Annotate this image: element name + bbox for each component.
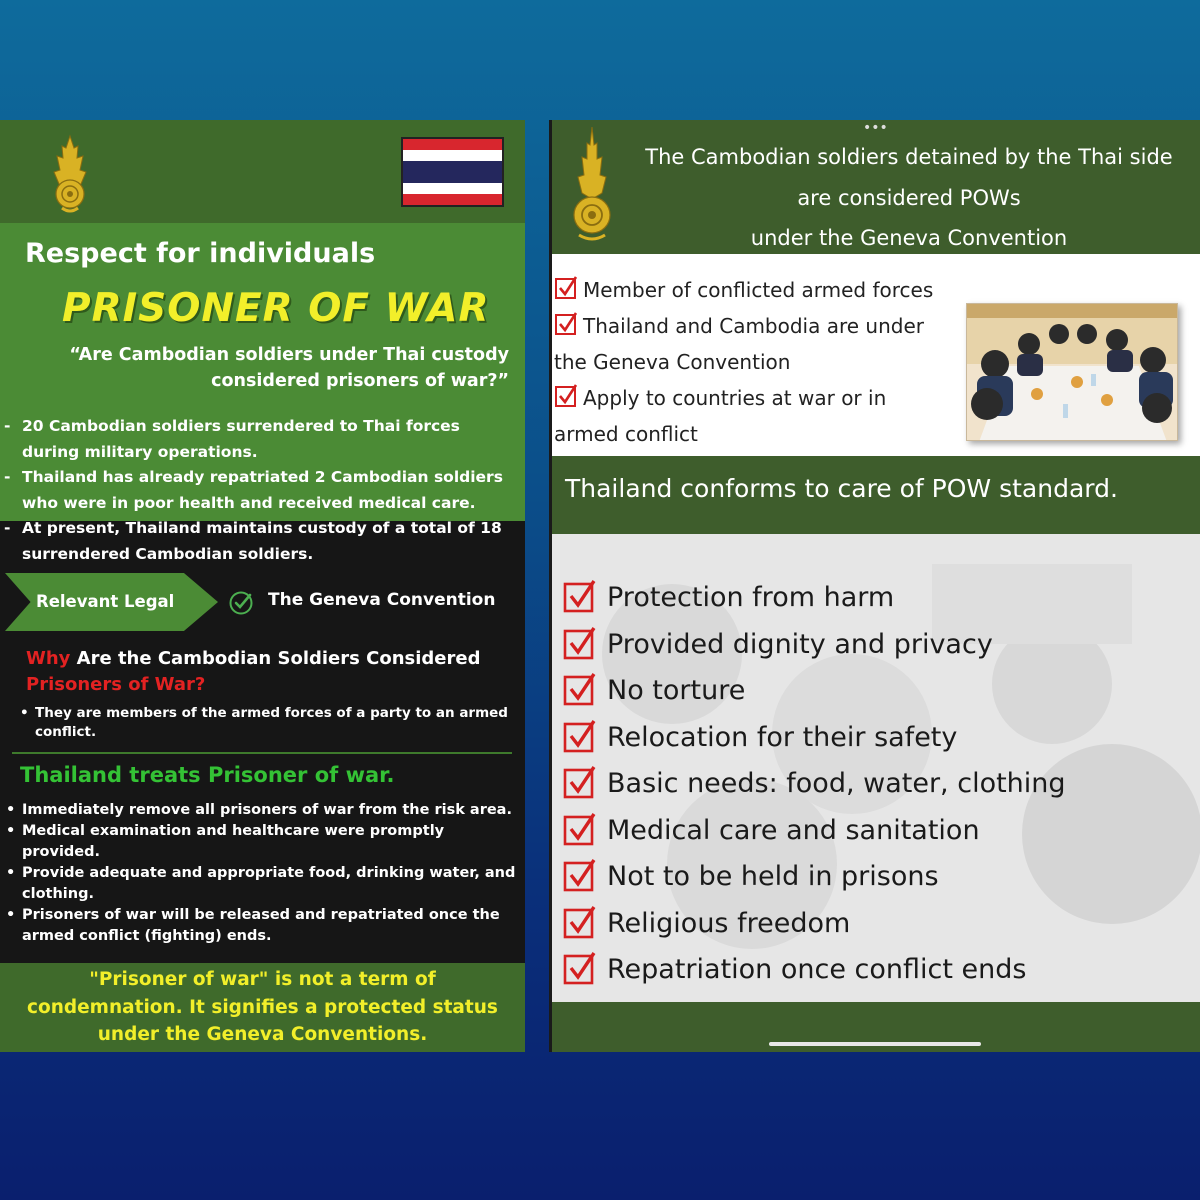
standard-title: Thailand conforms to care of POW standard. [565, 474, 1118, 503]
standard-item [563, 808, 1193, 855]
why-bullet-line: conflict. [35, 724, 97, 740]
criteria-item [554, 272, 984, 308]
treats-item [4, 800, 522, 821]
standard-text: Religious freedom [607, 907, 851, 939]
why-heading-line [26, 646, 516, 672]
fact-line: during military operations. [22, 442, 258, 461]
standard-item [563, 668, 1193, 715]
treats-line: • Immediately remove all prisoners of war from the risk area. [22, 802, 512, 818]
right-heading-line: are considered POWs [797, 185, 1021, 210]
standard-text: Basic needs: food, water, clothing [607, 768, 1066, 799]
red-checkbox-icon [563, 906, 596, 939]
thailand-flag [401, 137, 504, 207]
fact-line: - 20 Cambodian soldiers surrendered to Thai forces [22, 417, 460, 435]
check-circle-icon [228, 590, 254, 616]
more-dots: ••• [863, 120, 888, 136]
treats-line: clothing. [22, 886, 94, 902]
red-checkbox-icon [554, 276, 578, 300]
criteria-text-continued: armed conflict [554, 422, 698, 446]
royal-emblem-icon [48, 134, 92, 214]
why-word: Why [26, 648, 71, 669]
red-checkbox-icon [563, 952, 596, 985]
treats-line: • Provide adequate and appropriate food, drinking water, and [22, 865, 516, 881]
standard-text: No torture [607, 675, 746, 706]
criteria-text-continued: the Geneva Convention [554, 350, 791, 374]
standard-text: Repatriation once conflict ends [607, 954, 1027, 985]
relevant-legal-label: Relevant Legal [36, 592, 175, 611]
treats-item [4, 905, 522, 947]
treats-line: armed conflict (fighting) ends. [22, 928, 272, 944]
geneva-convention-label: The Geneva Convention [268, 590, 496, 610]
red-checkbox-icon [563, 673, 596, 706]
question-line: considered prisoners of war?” [211, 371, 509, 391]
conclusion-text [0, 966, 525, 1049]
standard-text: Medical care and sanitation [607, 814, 980, 846]
standard-text: Relocation for their safety [607, 721, 958, 753]
standard-item [563, 761, 1193, 808]
right-infographic [549, 120, 1200, 1052]
royal-emblem-icon [569, 125, 615, 245]
standard-item [563, 947, 1193, 994]
conclusion-line: condemnation. It signifies a protected status [27, 996, 498, 1018]
fact-item [4, 465, 524, 516]
why-heading [26, 646, 516, 698]
detainees-meal-illustration [966, 303, 1178, 441]
treats-heading: Thailand treats Prisoner of war. [20, 763, 395, 787]
fact-line: - Thailand has already repatriated 2 Cambodian soldiers [22, 468, 503, 486]
red-checkbox-icon [563, 627, 596, 660]
standard-item [563, 854, 1193, 901]
prisoner-of-war-title: PRISONER OF WAR [62, 286, 490, 331]
standard-item [563, 901, 1193, 948]
red-checkbox-icon [563, 766, 596, 799]
fact-item [4, 516, 524, 567]
standards-list [563, 575, 1193, 994]
red-checkbox-icon [563, 859, 596, 892]
left-infographic [0, 120, 525, 1052]
standard-text: Not to be held in prisons [607, 861, 939, 892]
meal-scene-image [967, 304, 1178, 441]
right-heading [629, 137, 1189, 259]
standard-item [563, 715, 1193, 762]
treats-item [4, 863, 522, 905]
treats-line: provided. [22, 844, 101, 860]
facts-list [4, 414, 524, 567]
respect-title: Respect for individuals [25, 238, 376, 269]
question-text [29, 342, 509, 394]
why-bullet-line: • They are members of the armed forces of a party to an armed [35, 705, 508, 721]
question-line: “Are Cambodian soldiers under Thai custody [69, 345, 509, 365]
standard-text: Provided dignity and privacy [607, 628, 993, 660]
fact-item [4, 414, 524, 465]
fact-line: who were in poor health and received medical care. [22, 493, 476, 512]
criteria-text: Apply to countries at war or in [583, 386, 887, 410]
divider [12, 752, 512, 754]
red-checkbox-icon [563, 580, 596, 613]
why-rest: Are the Cambodian Soldiers Considered [70, 648, 481, 669]
criteria-item [554, 308, 984, 344]
why-bullet [20, 704, 515, 742]
standard-item [563, 575, 1193, 622]
standard-item [563, 622, 1193, 669]
treats-line: • Medical examination and healthcare were promptly [22, 823, 445, 839]
red-checkbox-icon [554, 312, 578, 336]
treats-item [4, 821, 522, 863]
conclusion-line: "Prisoner of war" is not a term of [89, 969, 436, 990]
right-heading-line: The Cambodian soldiers detained by the Thai side [645, 145, 1173, 169]
fact-line: - At present, Thailand maintains custody of a total of 18 [22, 519, 502, 537]
treats-list [4, 800, 522, 947]
right-heading-line: under the Geneva Convention [750, 226, 1068, 250]
treats-line: • Prisoners of war will be released and repatriated once the [22, 907, 500, 923]
criteria-text: Member of conflicted armed forces [583, 278, 934, 302]
red-checkbox-icon [554, 384, 578, 408]
standard-text: Protection from harm [607, 582, 895, 613]
criteria-item [554, 380, 984, 416]
red-checkbox-icon [563, 720, 596, 753]
home-indicator-bar[interactable] [769, 1042, 981, 1046]
conclusion-line: under the Geneva Conventions. [97, 1024, 428, 1045]
criteria-list [554, 272, 984, 452]
red-checkbox-icon [563, 813, 596, 846]
fact-line: surrendered Cambodian soldiers. [22, 544, 314, 563]
why-red-line: Prisoners of War? [26, 674, 206, 695]
criteria-text: Thailand and Cambodia are under [583, 314, 925, 338]
